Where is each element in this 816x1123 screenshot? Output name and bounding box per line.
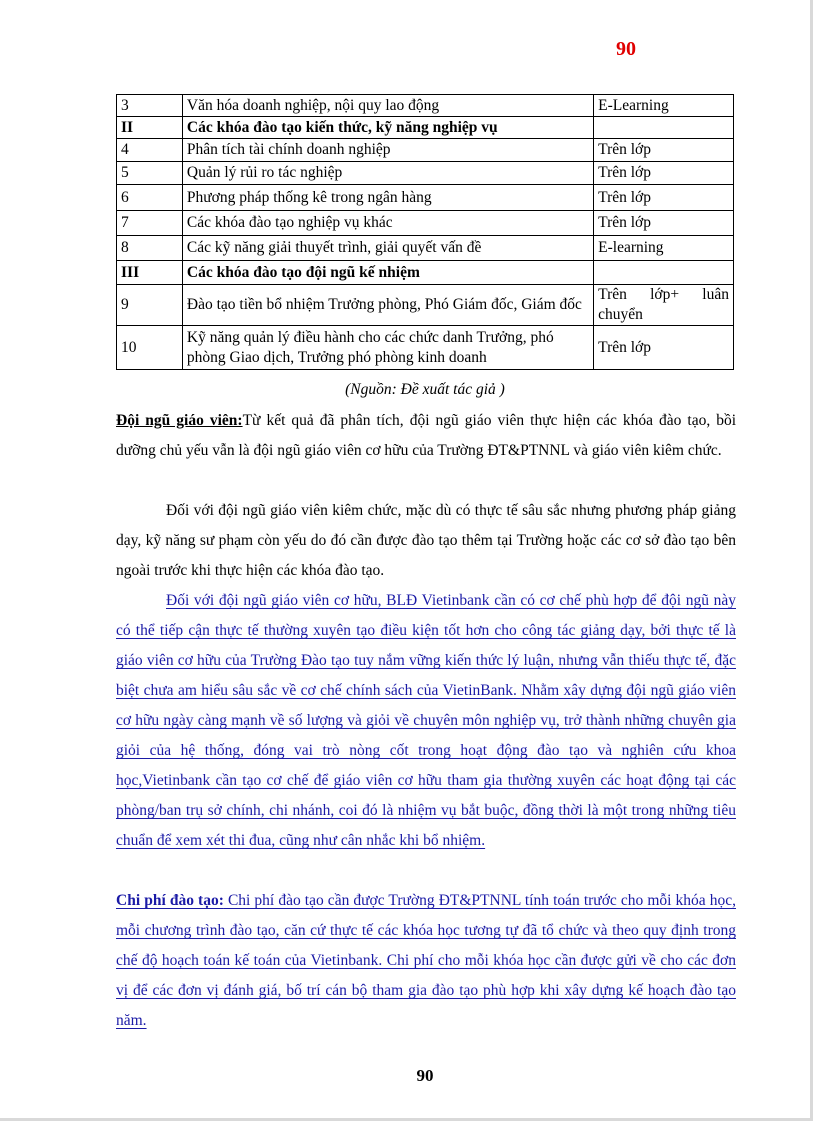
table-row	[117, 95, 734, 117]
paragraph-training-cost	[116, 886, 736, 1036]
table-row	[117, 285, 734, 326]
table-section-row	[117, 261, 734, 285]
teachers-label: Đội ngũ giáo viên:	[116, 412, 243, 429]
cell-no: 3	[117, 95, 183, 117]
teachers-text: Từ kết quả đã phân tích, đội ngũ giáo viên thực hiện các khóa đào tạo, bồi dưỡng chủ yếu vẫn là đội ngũ giáo viên cơ hữu của Trường ĐT&PTNNL và giáo viên kiêm chức.	[116, 412, 737, 459]
cell-form	[594, 117, 734, 139]
cell-form	[594, 261, 734, 285]
cell-form: E-Learning	[594, 95, 734, 117]
cell-name: Kỹ năng quản lý điều hành cho các chức danh Trưởng, phó phòng Giao dịch, Trưởng phó phòng kinh doanh	[182, 326, 593, 370]
cell-no: III	[117, 261, 183, 285]
cell-form: Trên lớp+ luân chuyển	[594, 285, 734, 326]
cell-no: 7	[117, 211, 183, 236]
table-body	[117, 95, 734, 370]
cell-form: Trên lớp	[594, 185, 734, 211]
cell-no: 4	[117, 139, 183, 162]
header-page-number: 90	[616, 38, 636, 60]
cell-form: Trên lớp	[594, 139, 734, 162]
table-source-caption: (Nguồn: Đề xuất tác giả )	[345, 381, 505, 398]
training-courses-table	[116, 94, 734, 370]
training-cost-text: Chi phí đào tạo cần được Trường ĐT&PTNNL tính toán trước cho mỗi khóa học, mỗi chương trình đào tạo, căn cứ thực tế các khóa học tương tự đã tổ chức và theo quy định trong chế độ hoạch toán kế toán của Vietinbank. Chi phí cho mỗi khóa học cần được gửi về cho các đơn vị để các đơn vị đánh giá, bố trí cán bộ tham gia đào tạo phù hợp khi xây dựng kế hoạch đào tạo năm.	[116, 892, 736, 1029]
paragraph-teachers	[116, 406, 736, 466]
cell-name: Quản lý rủi ro tác nghiệp	[182, 162, 593, 185]
cell-form: E-learning	[594, 236, 734, 261]
cell-name: Phân tích tài chính doanh nghiệp	[182, 139, 593, 162]
cell-no: II	[117, 117, 183, 139]
table-row	[117, 162, 734, 185]
cell-form: Trên lớp	[594, 326, 734, 370]
cell-no: 5	[117, 162, 183, 185]
cell-name: Các khóa đào tạo đội ngũ kế nhiệm	[182, 261, 593, 285]
paragraph-core-teachers: Đối với đội ngũ giáo viên cơ hữu, BLĐ Vietinbank cần có cơ chế phù hợp để đội ngũ này có thể tiếp cận thực tế thường xuyên tạo điều kiện tốt hơn cho công tác giảng dạy, bởi thực tế là giáo viên cơ hữu của Trường Đào tạo tuy nắm vững kiến thức lý luận, nhưng vẫn thiếu thực tế, đặc biệt chưa am hiểu sâu sắc về cơ chế chính sách của VietinBank. Nhằm xây dựng đội ngũ giáo viên cơ hữu ngày càng mạnh về số lượng và giỏi về chuyên môn nghiệp vụ, trở thành những chuyên gia giỏi của hệ thống, đóng vai trò nòng cốt trong hoạt động đào tạo và nghiên cứu khoa học,Vietinbank cần tạo cơ chế để giáo viên cơ hữu tham gia thường xuyên các hoạt động tại các phòng/ban trụ sở chính, chi nhánh, coi đó là nhiệm vụ bắt buộc, đồng thời là một trong những tiêu chuẩn để xem xét thi đua, cũng như cân nhắc khi bổ nhiệm.	[116, 592, 736, 849]
cell-form: Trên lớp	[594, 162, 734, 185]
cell-name: Văn hóa doanh nghiệp, nội quy lao động	[182, 95, 593, 117]
cell-name: Phương pháp thống kê trong ngân hàng	[182, 185, 593, 211]
table-row	[117, 185, 734, 211]
cell-name: Các kỹ năng giải thuyết trình, giải quyết vấn đề	[182, 236, 593, 261]
cell-no: 8	[117, 236, 183, 261]
table-row	[117, 326, 734, 370]
table-row	[117, 236, 734, 261]
cell-name: Các khóa đào tạo nghiệp vụ khác	[182, 211, 593, 236]
cell-no: 10	[117, 326, 183, 370]
training-cost-label: Chi phí đào tạo:	[116, 892, 224, 909]
cell-no: 9	[117, 285, 183, 326]
cell-form: Trên lớp	[594, 211, 734, 236]
cell-name: Các khóa đào tạo kiến thức, kỹ năng nghiệp vụ	[182, 117, 593, 139]
table-row	[117, 139, 734, 162]
table-section-row	[117, 117, 734, 139]
cell-name: Đào tạo tiền bổ nhiệm Trưởng phòng, Phó Giám đốc, Giám đốc	[182, 285, 593, 326]
footer-page-number: 90	[416, 1066, 434, 1085]
table-row	[117, 211, 734, 236]
paragraph-part-time-teachers: Đối với đội ngũ giáo viên kiêm chức, mặc dù có thực tế sâu sắc nhưng phương pháp giảng dạy, kỹ năng sư phạm còn yếu do đó cần được đào tạo thêm tại Trường hoặc các cơ sở đào tạo bên ngoài trước khi thực hiện các khóa đào tạo.	[116, 502, 736, 579]
cell-no: 6	[117, 185, 183, 211]
